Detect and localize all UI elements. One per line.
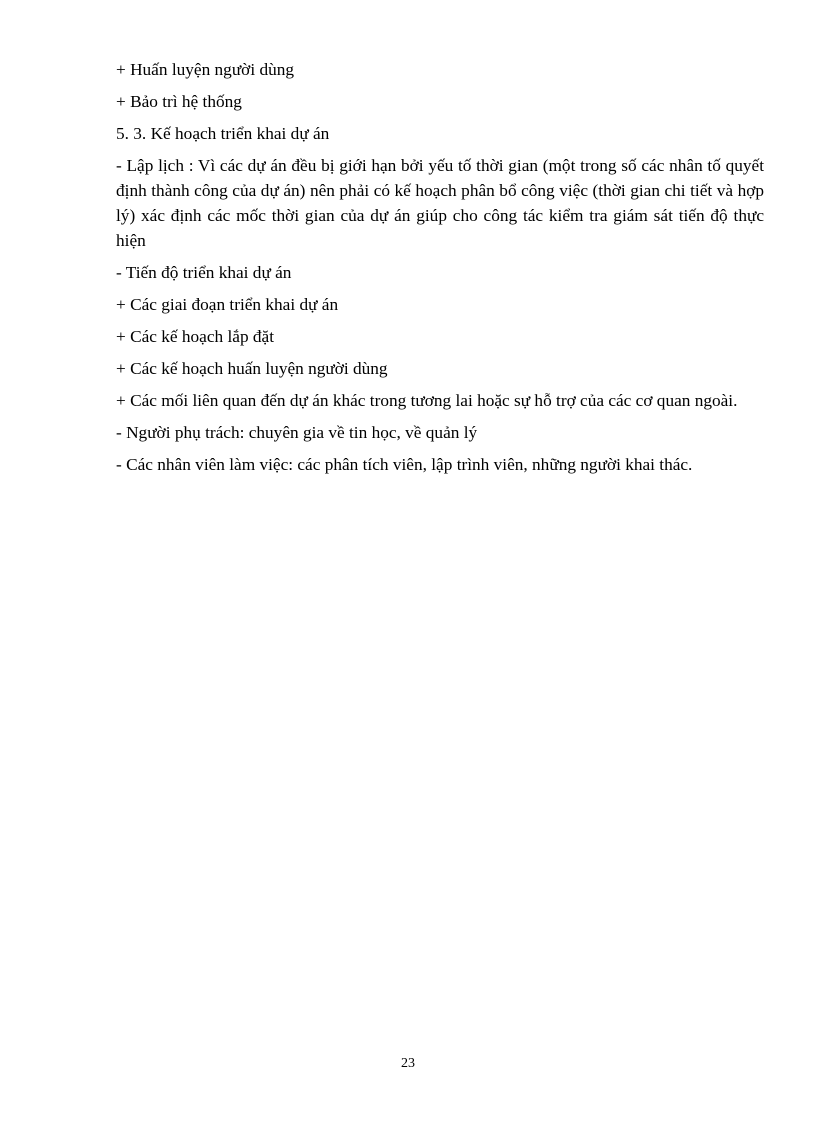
bullet-related-projects: + Các mối liên quan đến dự án khác trong tương lai hoặc sự hỗ trợ của các cơ quan ngoài. xyxy=(116,391,738,410)
page-number: 23 xyxy=(401,1056,415,1071)
item-person-in-charge: - Người phụ trách: chuyên gia về tin học, về quản lý xyxy=(116,423,478,442)
paragraph-scheduling: - Lập lịch : Vì các dự án đều bị giới hạn bởi yếu tố thời gian (một trong số các nhân tố quyết định thành công của dự án) nên phải có kế hoạch phân bổ công việc (thời gian chi tiết và hợp lý) xác định các mốc thời gian của dự án giúp cho công tác kiểm tra giám sát tiến độ thực hiện xyxy=(116,156,764,250)
page-body xyxy=(116,57,764,484)
bullet-installation-plans: + Các kế hoạch lắp đặt xyxy=(116,327,275,346)
item-progress: - Tiến độ triển khai dự án xyxy=(116,263,292,282)
section-heading: 5. 3. Kế hoạch triển khai dự án xyxy=(116,124,330,143)
bullet-system-maintenance: + Bảo trì hệ thống xyxy=(116,92,242,111)
bullet-training-plans: + Các kế hoạch huấn luyện người dùng xyxy=(116,359,388,378)
bullet-phases: + Các giai đoạn triển khai dự án xyxy=(116,295,339,314)
bullet-user-training: + Huấn luyện người dùng xyxy=(116,60,295,79)
item-staff: - Các nhân viên làm việc: các phân tích viên, lập trình viên, những người khai thác. xyxy=(116,455,693,474)
